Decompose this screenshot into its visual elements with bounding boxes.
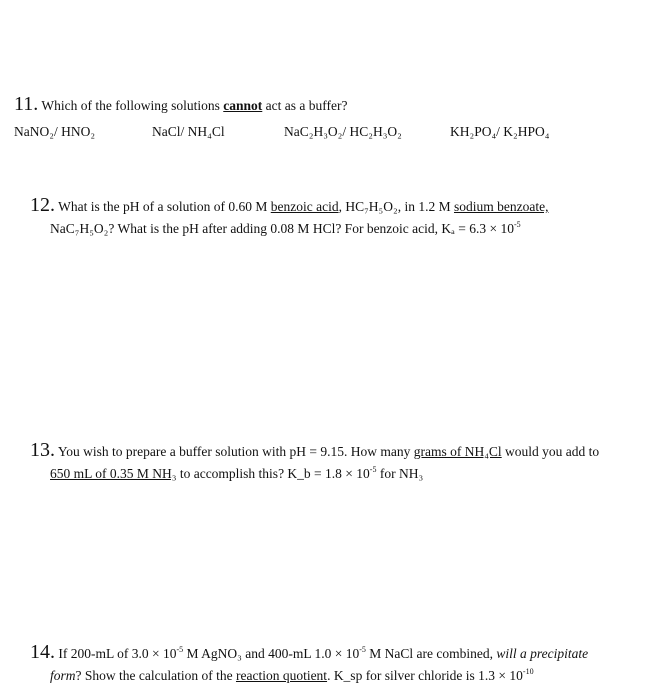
question-12-line-1 [30, 194, 549, 216]
question-11-option-2: NaCl/ NH₄Cl [152, 124, 225, 139]
question-12-line-2-text: NaC₇H₅O₂? What is the pH after adding 0.08 M HCl? For benzoic acid, Kₐ = 6.3 × 10 [50, 221, 514, 236]
question-11-option-1: NaNO₂/ HNO₂ [14, 124, 96, 139]
question-13-volume-nh3: 650 mL of 0.35 M NH₃ [50, 466, 177, 481]
question-14-line-2-tail: . K_sp for silver chloride is 1.3 × 10 [327, 668, 523, 683]
question-12-text-b: , HC₇H₅O₂, in 1.2 M [338, 199, 454, 214]
question-11-text-a: Which of the following solutions [41, 98, 224, 113]
question-11-prompt [14, 93, 348, 115]
question-12-exponent: -5 [513, 220, 521, 229]
question-11-text-b: act as a buffer? [262, 98, 348, 113]
question-13-exponent: -5 [369, 465, 377, 474]
question-13-line-2-tail: for NH₃ [376, 466, 424, 481]
question-12-sodium-benzoate: sodium benzoate, [453, 199, 549, 214]
question-13-number: 13. [30, 439, 55, 461]
question-13-line-2-text: to accomplish this? K_b = 1.8 × 10 [176, 466, 370, 481]
question-13-text-b: would you add to [501, 444, 600, 459]
question-12-number: 12. [30, 194, 55, 216]
question-11-emphasis: cannot [223, 98, 263, 113]
question-14-exponent-3: -10 [522, 667, 534, 676]
question-14-number: 14. [30, 641, 55, 663]
question-14-text-c: M NaCl are combined, [365, 646, 497, 661]
question-14-line-2 [50, 668, 534, 684]
question-14-line-1 [30, 641, 589, 663]
question-11-option-3: NaC₂H₃O₂/ HC₂H₃O₂ [284, 124, 402, 139]
question-14-italic-b: form [50, 668, 76, 683]
question-12-text-a: What is the pH of a solution of 0.60 M [58, 199, 271, 214]
question-14-line-2-text: ? Show the calculation of the [75, 668, 236, 683]
question-12-benzoic-acid: benzoic acid [270, 199, 339, 214]
question-14-exponent-1: -5 [176, 645, 184, 654]
question-11-option-4: KH₂PO₄/ K₂HPO₄ [450, 124, 550, 139]
question-14-italic-a: will a precipitate [496, 646, 589, 661]
question-14-text-a: If 200-mL of 3.0 × 10 [58, 646, 177, 661]
question-13-line-1 [30, 439, 600, 461]
question-11-number: 11. [14, 93, 39, 115]
question-14-exponent-2: -5 [359, 645, 366, 654]
question-12-line-2 [50, 221, 521, 237]
question-14-text-b: M AgNO₃ and 400-mL 1.0 × 10 [183, 646, 360, 661]
question-13-text-a: You wish to prepare a buffer solution with pH = 9.15. How many [57, 444, 414, 459]
question-14-reaction-quotient: reaction quotient [235, 668, 328, 683]
question-13-grams-nh4cl: grams of NH₄Cl [413, 444, 502, 459]
question-13-line-2 [50, 466, 423, 482]
